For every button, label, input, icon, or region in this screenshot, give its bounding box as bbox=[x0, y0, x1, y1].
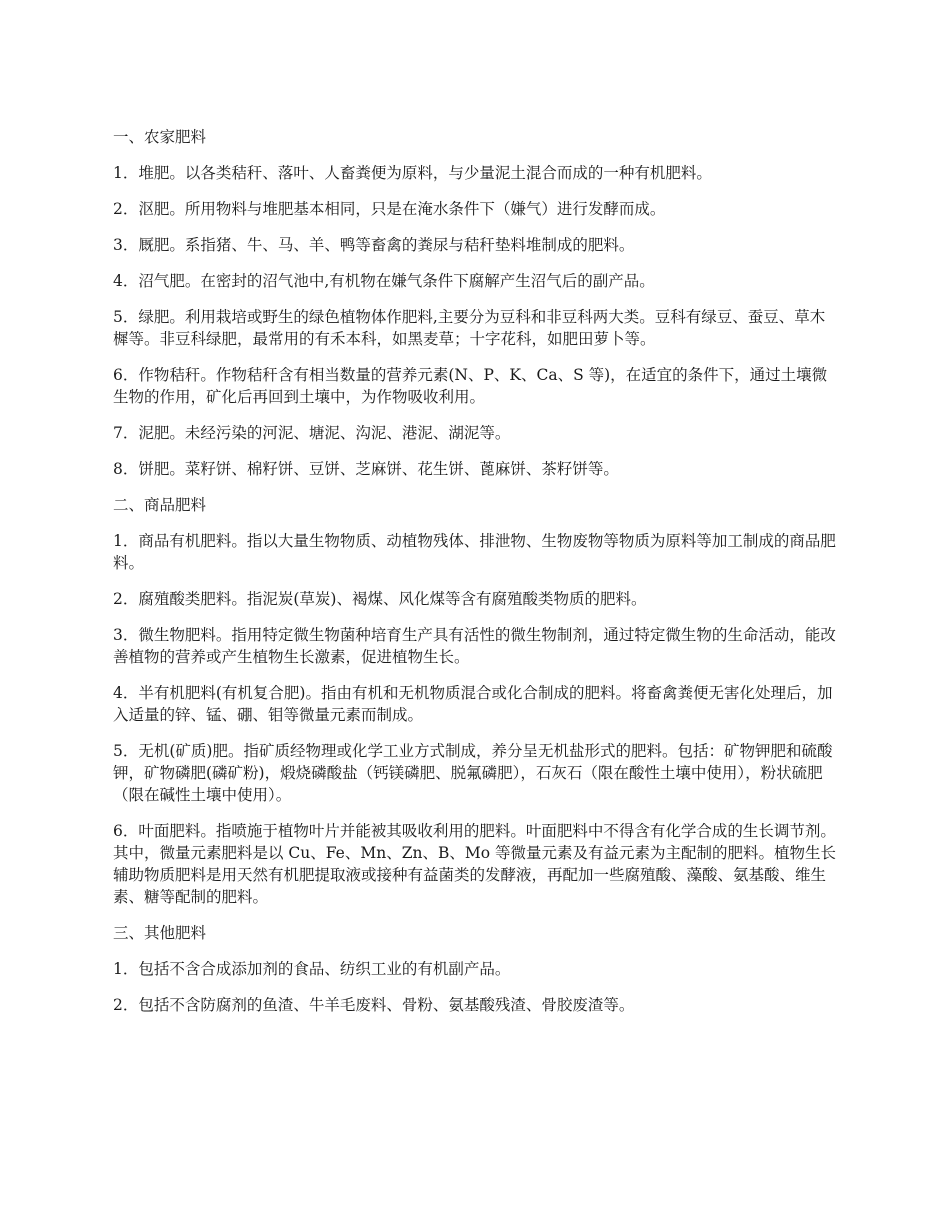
paragraph: 3．微生物肥料。指用特定微生物菌种培育生产具有活性的微生物制剂，通过特定微生物的生命活动，能改善植物的营养或产生植物生长激素，促进植物生长。 bbox=[113, 626, 836, 666]
paragraph: 4．沼气肥。在密封的沼气池中,有机物在嫌气条件下腐解产生沼气后的副产品。 bbox=[113, 272, 655, 290]
paragraph: 4．半有机肥料(有机复合肥)。指由有机和无机物质混合或化合制成的肥料。将畜禽粪便无害化处理后，加入适量的锌、锰、硼、钼等微量元素而制成。 bbox=[113, 684, 833, 724]
paragraph: 1．商品有机肥料。指以大量生物物质、动植物残体、排泄物、生物废物等物质为原料等加工制成的商品肥料。 bbox=[113, 532, 836, 572]
section-other-fertilizer bbox=[113, 922, 838, 1016]
paragraph: 2．腐殖酸类肥料。指泥炭(草炭)、褐煤、风化煤等含有腐殖酸类物质的肥料。 bbox=[113, 590, 647, 608]
document-body bbox=[113, 126, 838, 1030]
section-heading: 一、农家肥料 bbox=[113, 128, 207, 146]
paragraph: 7．泥肥。未经污染的河泥、塘泥、沟泥、港泥、湖泥等。 bbox=[113, 424, 511, 442]
paragraph: 6．叶面肥料。指喷施于植物叶片并能被其吸收利用的肥料。叶面肥料中不得含有化学合成的生长调节剂。其中，微量元素肥料是以 Cu、Fe、Mn、Zn、B、Mo 等微量元素及有益元素为主配制的肥料。植物生长辅助物质肥料是用天然有机肥提取液或接种有益菌类的发酵液，再配加一些腐殖酸、藻酸、氨基酸、维生素、糖等配制的肥料。 bbox=[113, 822, 836, 906]
paragraph: 1．堆肥。以各类秸秆、落叶、人畜粪便为原料，与少量泥土混合而成的一种有机肥料。 bbox=[113, 164, 712, 182]
section-farm-manure bbox=[113, 126, 838, 480]
paragraph: 1．包括不含合成添加剂的食品、纺织工业的有机副产品。 bbox=[113, 960, 511, 978]
paragraph: 5．无机(矿质)肥。指矿质经物理或化学工业方式制成，养分呈无机盐形式的肥料。包括：矿物钾肥和硫酸钾，矿物磷肥(磷矿粉)，煅烧磷酸盐（钙镁磷肥、脱氟磷肥），石灰石（限在酸性土壤中使用），粉状硫肥（限在碱性土壤中使用）。 bbox=[113, 742, 833, 804]
paragraph: 3．厩肥。系指猪、牛、马、羊、鸭等畜禽的粪尿与秸秆垫料堆制成的肥料。 bbox=[113, 236, 635, 254]
section-heading: 三、其他肥料 bbox=[113, 924, 207, 942]
paragraph: 8．饼肥。菜籽饼、棉籽饼、豆饼、芝麻饼、花生饼、蓖麻饼、茶籽饼等。 bbox=[113, 460, 619, 478]
section-commercial-fertilizer bbox=[113, 494, 838, 908]
paragraph: 6．作物秸秆。作物秸秆含有相当数量的营养元素(N、P、K、Ca、S 等)，在适宜的条件下，通过土壤微生物的作用，矿化后再回到土壤中，为作物吸收利用。 bbox=[113, 366, 828, 406]
paragraph: 5．绿肥。利用栽培或野生的绿色植物体作肥料,主要分为豆科和非豆科两大类。豆科有绿豆、蚕豆、草木樨等。非豆科绿肥，最常用的有禾本科，如黑麦草；十字花科，如肥田萝卜等。 bbox=[113, 308, 826, 348]
paragraph: 2．沤肥。所用物料与堆肥基本相同，只是在淹水条件下（嫌气）进行发酵而成。 bbox=[113, 200, 666, 218]
section-heading: 二、商品肥料 bbox=[113, 496, 207, 514]
paragraph: 2．包括不含防腐剂的鱼渣、牛羊毛废料、骨粉、氨基酸残渣、骨胶废渣等。 bbox=[113, 996, 635, 1014]
